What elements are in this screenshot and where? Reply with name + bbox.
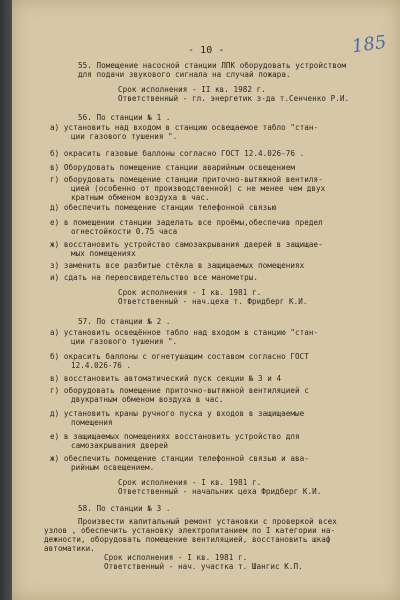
text-line: Ответственный - гл. энергетик з-да т.Сенченко Р.И. (118, 94, 350, 103)
text-line: а) установить освещённое табло над входом в станцию "стан- (50, 328, 319, 337)
text-line: Произвести капитальный ремонт установки с проверкой всех (78, 517, 337, 526)
text-line: для подачи звукового сигнала на случай пожара. (78, 70, 291, 79)
text-line: кратным обменом воздуха в час. (71, 193, 210, 202)
text-line: помещения (71, 418, 113, 427)
text-line: 55. Помещение насосной станции ЛПК оборудовать устройством (78, 61, 347, 70)
text-line: двукратным обменом воздуха в час. (71, 395, 224, 404)
text-line: б) окрасить газовые баллоны согласно ГОСТ 12.4.026-76 . (50, 149, 305, 158)
text-line: ж) обеспечить помещение станции телефонной связью и ава- (50, 454, 309, 463)
text-line: мых помещениях (71, 249, 136, 258)
text-line: ж) восстановить устройство самозакрывания дверей в защищае- (50, 240, 323, 249)
text-line: Ответственный - нач.цеха т. Фридберг К.И. (118, 297, 308, 306)
text-line: самозакрывания дверей (71, 441, 169, 450)
text-line: б) окрасить баллоны с огнетушащим составом согласно ГОСТ (50, 352, 309, 361)
text-line: 58. По станции № 3 . (78, 504, 171, 513)
text-line: д) обеспечить помещение станции телефонной связью (50, 203, 277, 212)
text-line: огнестойкости 0.75 часа (71, 227, 178, 236)
text-line: в) восстановить автоматический пуск секции № 3 и 4 (50, 374, 282, 383)
text-line: 12.4.026-76 . (71, 361, 132, 370)
text-line: цией (особенно от производственной) с не менее чем двух (71, 184, 326, 193)
text-line: узлов , обеспечить установку электропитанием по I категории на- (44, 526, 336, 535)
text-line: в) Оборудовать помещение станции аварийным освещением (50, 163, 295, 172)
text-line: дежности, оборудовать помещение вентиляцией, восстановить шкаф (44, 535, 331, 544)
binding-edge (0, 0, 12, 600)
text-line: з) заменить все разбитые стёкла в защищаемых помещениях (50, 261, 305, 270)
text-line: Срок исполнения - I кв. 1981 г. (118, 478, 262, 487)
text-line: и) сдать на переосвидетельство все манометры. (50, 273, 258, 282)
handwritten-folio-number: 185 (350, 31, 388, 58)
text-line: г) оборудовать помещение приточно-вытяжной вентиляцией с (50, 386, 309, 395)
text-line: е) в помещении станции заделать все проёмы,обеспечив предел (50, 218, 323, 227)
text-line: 57. По станции № 2 . (78, 317, 171, 326)
text-line: е) в защищаемых помещениях восстановить устройство для (50, 432, 300, 441)
text-line: д) установить краны ручного пуска у входов в защищаемые (50, 409, 305, 418)
text-line: ции газового тушения ". (71, 337, 178, 346)
text-line: ции газового тушения ". (71, 132, 178, 141)
text-line: рийным освещением. (71, 463, 155, 472)
text-line: 56. По станции № 1 . (78, 113, 171, 122)
text-line: Срок исполнения - I кв. 1981 г. (104, 553, 248, 562)
text-line: а) установить над входом в станцию освещаемое табло "стан- (50, 123, 319, 132)
text-line: Срок исполнения - I кв. 1981 г. (118, 288, 262, 297)
text-line: г) оборудовать помещение станции приточно-вытяжной вентиля- (50, 175, 323, 184)
page-number: - 10 - (188, 45, 225, 56)
text-line: автоматики. (44, 544, 95, 553)
text-line: Ответственный - начальник цеха Фридберг К.И. (118, 487, 322, 496)
text-line: Срок исполнения - II кв. 1982 г. (118, 85, 266, 94)
text-line: Ответственный - нач. участка т. Шангис К.П. (104, 562, 303, 571)
